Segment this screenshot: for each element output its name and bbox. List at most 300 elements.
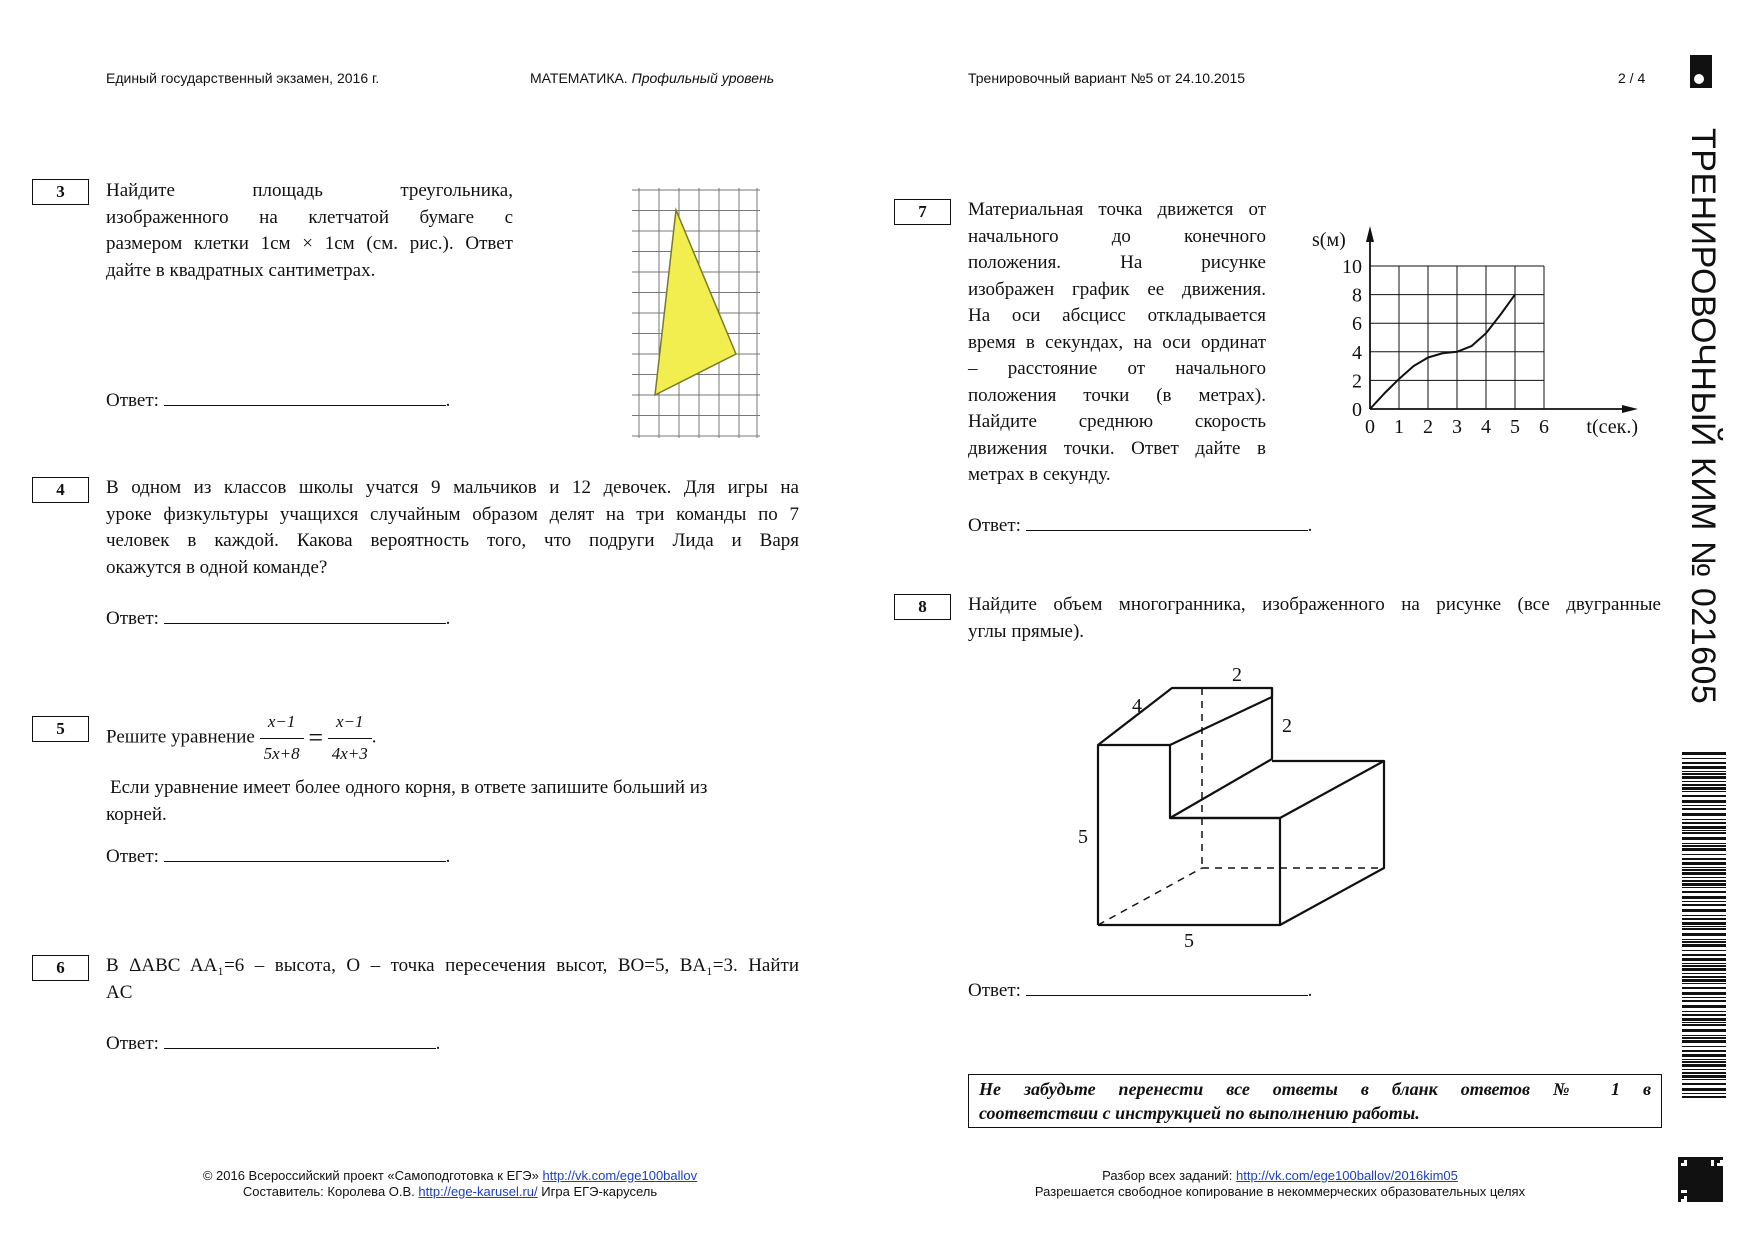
qr-module [1711,1175,1714,1178]
qr-module [1690,1160,1693,1163]
qr-module [1687,1169,1690,1172]
barcode-bar [1682,787,1726,790]
qr-module [1711,1181,1714,1184]
task-3-text [106,178,513,284]
qr-module [1684,1181,1687,1184]
y-tick-label: 10 [1342,256,1362,278]
qr-module [1711,1184,1714,1187]
y-tick-label: 0 [1352,399,1362,421]
barcode-bar [1682,1050,1726,1052]
dim-label: 4 [1132,695,1142,717]
qr-module [1711,1172,1714,1175]
x-axis-label: t(сек.) [1586,416,1638,438]
qr-module [1717,1187,1720,1190]
barcode-bar [1682,830,1726,831]
qr-module [1705,1169,1708,1172]
qr-module [1720,1196,1723,1199]
barcode-bar [1682,1075,1726,1078]
barcode-bar [1682,758,1726,759]
qr-module [1687,1172,1690,1175]
footer-author: Составитель: Королева О.В. [242,1184,415,1199]
qr-module [1705,1157,1708,1160]
qr-module [1714,1160,1717,1163]
footer-game: Игра ЕГЭ-карусель [541,1184,658,1199]
barcode-bar [1682,904,1726,906]
qr-code [1678,1157,1724,1203]
barcode-bar [1682,752,1726,755]
qr-module [1714,1166,1717,1169]
task-8-answer-field[interactable] [1026,981,1308,996]
qr-module [1699,1184,1702,1187]
barcode-bar [1682,909,1726,912]
qr-module [1705,1166,1708,1169]
dim-label: 2 [1232,664,1242,686]
qr-module [1714,1187,1717,1190]
qr-module [1678,1172,1681,1175]
header-subject-name: МАТЕМАТИКА. [530,70,628,86]
answer-label: Ответ: [106,846,159,867]
qr-module [1717,1190,1720,1193]
qr-module [1693,1169,1696,1172]
barcode-bar [1682,822,1726,824]
barcode-bar [1682,766,1726,769]
triangle [655,210,736,395]
qr-module [1681,1178,1684,1181]
task-5-text-1: Если уравнение имеет более одного корня, в ответе запишите больший из [110,777,708,798]
qr-module [1696,1166,1699,1169]
barcode-bar [1682,1022,1726,1023]
qr-module [1711,1178,1714,1181]
task-7-line: метрах в секунду. [968,464,1111,485]
qr-module [1681,1175,1684,1178]
qr-module [1696,1169,1699,1172]
qr-module [1708,1169,1711,1172]
barcode-bar [1682,973,1726,974]
qr-module [1714,1157,1717,1160]
qr-module [1699,1157,1702,1160]
barcode-bar [1682,997,1726,998]
qr-module [1717,1169,1720,1172]
footer-right-line2: Разрешается свободное копирование в некоммерческих образовательных целях [1034,1184,1526,1199]
barcode-bar [1682,1079,1726,1080]
numerator: x−1 [260,709,304,739]
footer-link[interactable]: http://vk.com/ege100ballov/2016kim05 [1236,1168,1458,1183]
task-6-text [106,953,799,1006]
qr-module [1696,1172,1699,1175]
reminder-line: Не забудьте перенести все ответы в бланк ответов № 1 в [979,1079,1651,1099]
qr-module [1705,1160,1708,1163]
qr-module [1693,1175,1696,1178]
qr-module [1681,1196,1684,1199]
qr-module [1690,1181,1693,1184]
y-tick-label: 4 [1352,341,1362,364]
barcode-bar [1682,939,1726,940]
qr-module [1702,1169,1705,1172]
barcode-bar [1682,845,1726,847]
task-7-answer-field[interactable] [1026,516,1308,531]
qr-module [1687,1196,1690,1199]
qr-module [1690,1169,1693,1172]
barcode-bar [1682,933,1726,936]
task-7-answer: Ответ: . [968,515,1313,536]
qr-module [1711,1166,1714,1169]
barcode-bar [1682,862,1726,865]
qr-module [1711,1199,1714,1202]
task-7-chart [1300,222,1640,454]
qr-module [1693,1184,1696,1187]
qr-module [1714,1184,1717,1187]
qr-module [1699,1199,1702,1202]
barcode-bar [1682,854,1726,855]
qr-module [1720,1184,1723,1187]
qr-module [1696,1199,1699,1202]
dim-label: 5 [1078,826,1088,848]
barcode-bar [1682,880,1726,882]
task-5-lead: Решите уравнение [106,726,255,748]
fraction-right [328,709,372,767]
qr-module [1705,1175,1708,1178]
answer-label: Ответ: [968,515,1021,536]
qr-module [1690,1196,1693,1199]
barcode-bar [1682,1011,1726,1012]
y-tick-label: 8 [1352,284,1362,307]
qr-module [1684,1187,1687,1190]
barcode-bar [1682,1046,1726,1047]
barcode-bar [1682,1064,1726,1067]
qr-module [1705,1190,1708,1193]
task-4-number: 4 [32,477,89,503]
task-8-number: 8 [894,594,951,620]
barcode-bar [1682,901,1726,902]
task-8-polyhedron [1060,655,1400,955]
qr-module [1714,1169,1717,1172]
task-3-answer-field[interactable] [164,391,446,406]
qr-module [1699,1190,1702,1193]
qr-module [1717,1184,1720,1187]
qr-module [1687,1190,1690,1193]
barcode-bar [1682,992,1726,995]
barcode-bar [1682,1059,1726,1060]
task-5-text-2: корней. [106,804,167,825]
qr-module [1690,1172,1693,1175]
barcode-bar [1682,1035,1726,1036]
qr-module [1687,1187,1690,1190]
qr-module [1702,1193,1705,1196]
qr-module [1702,1157,1705,1160]
barcode-bar [1682,983,1726,984]
task-4-line: окажутся в одной команде? [106,556,328,578]
qr-module [1678,1166,1681,1169]
task-7-line: – расстояние от начального [968,358,1266,379]
qr-module [1687,1160,1690,1163]
qr-module [1714,1190,1717,1193]
qr-module [1711,1169,1714,1172]
qr-module [1681,1160,1684,1163]
qr-module [1690,1175,1693,1178]
qr-module [1699,1181,1702,1184]
qr-module [1690,1166,1693,1169]
task-4-text [106,475,799,581]
qr-module [1717,1175,1720,1178]
barcode-bar [1682,1037,1726,1039]
barcode-bar [1682,795,1726,797]
task-5-number: 5 [32,716,89,742]
barcode-bar [1682,848,1726,851]
barcode-bar [1682,1024,1726,1026]
qr-module [1696,1160,1699,1163]
qr-module [1681,1157,1684,1160]
denominator: 5x+8 [263,743,300,763]
qr-module [1678,1184,1681,1187]
barcode-bar [1682,858,1726,860]
barcode-bar [1682,915,1726,916]
task-3-grid-figure [632,188,760,438]
qr-module [1705,1196,1708,1199]
task-6-number: 6 [32,955,89,981]
task-4-answer: Ответ: . [106,608,451,629]
task-5-dot: . [371,726,377,748]
header-level: Профильный уровень [631,70,775,86]
qr-module [1684,1157,1687,1160]
fraction-left [260,709,304,767]
qr-module [1702,1184,1705,1187]
x-tick-label: 4 [1481,416,1491,438]
qr-module [1717,1157,1720,1160]
qr-module [1693,1172,1696,1175]
qr-module [1711,1187,1714,1190]
qr-module [1684,1169,1687,1172]
x-tick-label: 2 [1423,416,1433,438]
barcode-bar [1682,1088,1726,1091]
barcode-bar [1682,843,1726,844]
qr-module [1708,1199,1711,1202]
qr-module [1708,1190,1711,1193]
answer-label: Ответ: [106,390,159,411]
qr-module [1690,1190,1693,1193]
qr-module [1696,1193,1699,1196]
qr-module [1705,1163,1708,1166]
barcode-bar [1682,891,1726,893]
qr-module [1720,1181,1723,1184]
qr-module [1681,1172,1684,1175]
qr-module [1699,1172,1702,1175]
barcode-bar [1682,872,1726,875]
barcode-bar [1682,784,1726,786]
answer-label: Ответ: [968,980,1021,1001]
qr-module [1705,1193,1708,1196]
qr-module [1684,1175,1687,1178]
task-7-line: Материальная точка движется от [968,199,1266,220]
qr-module [1681,1184,1684,1187]
barcode-bar [1682,813,1726,816]
qr-module [1714,1199,1717,1202]
barcode-bar [1682,1018,1726,1021]
qr-module [1708,1160,1711,1163]
qr-module [1720,1169,1723,1172]
page-number: 2 / 4 [1618,70,1646,86]
barcode-bar [1682,877,1726,878]
qr-module [1708,1166,1711,1169]
reminder-box [968,1074,1662,1128]
qr-module [1699,1169,1702,1172]
qr-module [1693,1190,1696,1193]
barcode-bar [1682,954,1726,956]
barcode-bar [1682,1014,1726,1016]
qr-module [1684,1172,1687,1175]
qr-module [1678,1160,1681,1163]
qr-module [1684,1184,1687,1187]
x-tick-label: 6 [1539,416,1549,438]
qr-module [1696,1178,1699,1181]
qr-module [1708,1187,1711,1190]
qr-module [1708,1175,1711,1178]
header-exam: Единый государственный экзамен, 2016 г. [106,70,380,86]
barcode-bar [1682,791,1726,792]
qr-module [1678,1181,1681,1184]
task-8-answer: Ответ: . [968,980,1313,1001]
barcode-bar [1682,963,1726,964]
barcode-bar [1682,1040,1726,1043]
qr-module [1717,1160,1720,1163]
qr-module [1720,1166,1723,1169]
qr-module [1711,1193,1714,1196]
barcode-bar [1682,1093,1726,1094]
task-4-line: В одном из классов школы учатся 9 мальчиков и 12 девочек. Для игры на [106,477,799,498]
task-6-line: AC [106,981,133,1003]
qr-module [1690,1163,1693,1166]
qr-module [1702,1160,1705,1163]
qr-module [1681,1166,1684,1169]
qr-module [1720,1157,1723,1160]
qr-module [1702,1190,1705,1193]
barcode-bar [1682,776,1726,779]
qr-module [1714,1163,1717,1166]
qr-module [1693,1196,1696,1199]
qr-module [1687,1193,1690,1196]
task-7-line: время в секундах, на оси ординат [968,331,1266,353]
qr-module [1693,1181,1696,1184]
footer-copyright: © 2016 Всероссийский проект «Самоподготовка к ЕГЭ» [202,1168,539,1183]
qr-module [1693,1157,1696,1160]
y-tick-label: 2 [1352,370,1362,393]
qr-module [1678,1190,1681,1193]
qr-module [1708,1163,1711,1166]
qr-module [1693,1178,1696,1181]
barcode-bar [1682,950,1726,951]
task-8-line: углы прямые). [968,620,1085,642]
footer-analysis: Разбор всех заданий: [1102,1168,1233,1183]
barcode-bar [1682,837,1726,840]
qr-module [1681,1193,1684,1196]
qr-module [1690,1193,1693,1196]
qr-module [1690,1199,1693,1202]
qr-module [1687,1175,1690,1178]
barcode-bar [1682,826,1726,829]
task-6-answer: Ответ: . [106,1033,441,1054]
qr-module [1720,1175,1723,1178]
qr-module [1693,1199,1696,1202]
barcode-bar [1682,1029,1726,1032]
qr-module [1696,1184,1699,1187]
equals-sign: = [308,722,324,752]
qr-module [1696,1175,1699,1178]
task-7-text [968,197,1266,489]
task-5-answer-field[interactable] [164,847,446,862]
barcode-bar [1682,979,1726,982]
qr-module [1720,1187,1723,1190]
x-tick-label: 1 [1394,416,1404,438]
barcode-bar [1682,869,1726,871]
footer-left-line1 [150,1168,750,1183]
qr-module [1687,1199,1690,1202]
barcode-bar [1682,1096,1726,1098]
barcode-bar [1682,819,1726,820]
footer-link[interactable]: http://vk.com/ege100ballov [542,1168,698,1183]
barcode-bar [1682,1072,1726,1074]
qr-module [1687,1181,1690,1184]
task-8-line: Найдите объем многогранника, изображенного на рисунке (все двугранные [968,594,1661,615]
x-tick-label: 3 [1452,416,1462,438]
header-variant: Тренировочный вариант №5 от 24.10.2015 [968,70,1246,86]
qr-module [1696,1157,1699,1160]
barcode [1682,752,1726,1100]
task-4-answer-field[interactable] [164,609,446,624]
qr-module [1696,1187,1699,1190]
corner-marker [1690,55,1712,88]
qr-module [1720,1178,1723,1181]
qr-module [1693,1166,1696,1169]
answer-label: Ответ: [106,1033,159,1054]
barcode-bar [1682,1000,1726,1002]
barcode-bar [1682,887,1726,888]
qr-module [1714,1172,1717,1175]
qr-module [1708,1178,1711,1181]
qr-module [1705,1181,1708,1184]
barcode-bar [1682,781,1726,782]
task-7-line: положения. На рисунке [968,252,1266,273]
barcode-bar [1682,941,1726,943]
qr-module [1678,1169,1681,1172]
task-6-answer-field[interactable] [164,1034,436,1049]
y-axis-label: s(м) [1312,229,1346,251]
qr-module [1702,1199,1705,1202]
qr-module [1714,1175,1717,1178]
task-3-line: изображенного на клетчатой бумаге с [106,206,513,228]
qr-module [1702,1181,1705,1184]
qr-module [1699,1187,1702,1190]
qr-module [1678,1196,1681,1199]
footer-left-line2 [150,1184,750,1199]
task-7-line: положения точки (в метрах). [968,384,1266,406]
qr-module [1687,1178,1690,1181]
qr-module [1681,1187,1684,1190]
numerator: x−1 [328,709,372,739]
qr-module [1711,1157,1714,1160]
qr-module [1717,1178,1720,1181]
qr-module [1681,1169,1684,1172]
qr-module [1678,1157,1681,1160]
x-tick-label: 5 [1510,416,1520,438]
answer-label: Ответ: [106,608,159,629]
denominator: 4x+3 [331,743,368,763]
task-4-line: уроке физкультуры учащихся случайным образом делят на три команды по 7 [106,503,799,525]
qr-module [1699,1196,1702,1199]
qr-module [1714,1178,1717,1181]
qr-module [1699,1175,1702,1178]
barcode-bar [1682,832,1726,834]
footer-link[interactable]: http://ege-karusel.ru/ [418,1184,538,1199]
qr-module [1702,1178,1705,1181]
